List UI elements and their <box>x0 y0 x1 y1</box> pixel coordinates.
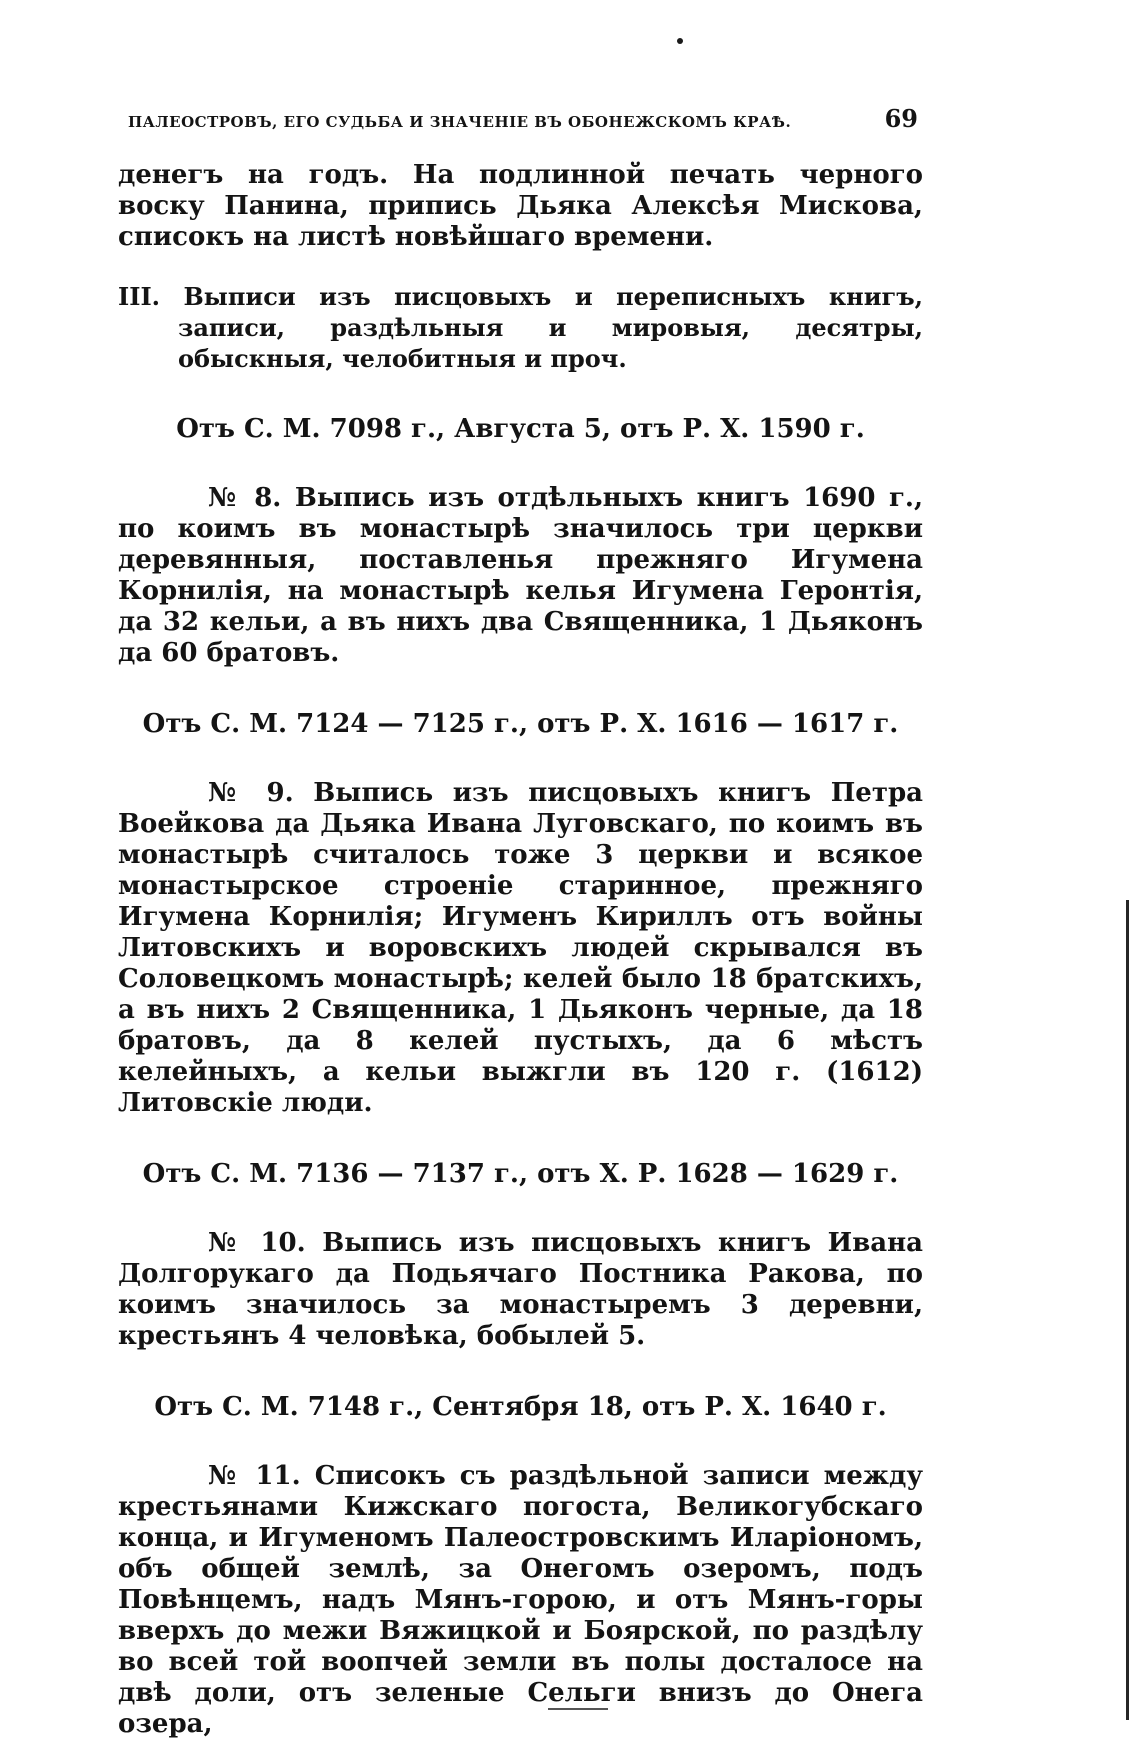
printer-dot <box>677 38 683 44</box>
document-entry-8: № 8. Выпись изъ отдѣльныхъ книгъ 1690 г., по коимъ въ монастырѣ значилось три церкви деревянныя, поставленья прежняго Игумена Корнилія, на монастырѣ келья Игумена Геронтія, да 32 кельи, а въ нихъ два Священника, 1 Дьяконъ да 60 братовъ. <box>118 483 923 668</box>
paragraph-continuation: денегъ на годъ. На подлинной печать черного воску Панина, припись Дьяка Алексѣя Мискова, списокъ на листѣ новѣйшаго времени. <box>118 160 923 252</box>
running-title: ПАЛЕОСТРОВЪ, ЕГО СУДЬБА И ЗНАЧЕНІЕ ВЪ ОБОНЕЖСКОМЪ КРАѢ. <box>128 113 792 131</box>
page-body <box>118 160 923 1740</box>
bottom-scan-mark <box>548 1708 608 1710</box>
date-heading-10: Отъ С. М. 7136 — 7137 г., отъ Х. Р. 1628 — 1629 г. <box>142 1159 899 1189</box>
section-heading: III. Выписи изъ писцовыхъ и переписныхъ книгъ, записи, раздѣльныя и мировыя, десятры, обыскныя, челобитныя и проч. <box>118 282 923 373</box>
date-heading-8: Отъ С. М. 7098 г., Августа 5, отъ Р. Х. 1590 г. <box>176 414 865 444</box>
page-number: 69 <box>884 104 918 133</box>
page-edge-shadow <box>1126 900 1129 1720</box>
document-entry-9: № 9. Выпись изъ писцовыхъ книгъ Петра Воейкова да Дьяка Ивана Луговскаго, по коимъ въ монастырѣ считалось тоже 3 церкви и всякое монастырское строеніе старинное, прежняго Игумена Корнилія; Игуменъ Кириллъ отъ войны Литовскихъ и воровскихъ людей скрывался въ Соловецкомъ монастырѣ; келей было 18 братскихъ, а въ нихъ 2 Священника, 1 Дьяконъ черные, да 18 братовъ, да 8 келей пустыхъ, да 6 мѣстъ келейныхъ, а кельи выжгли въ 120 г. (1612) Литовскіе люди. <box>118 778 923 1118</box>
date-heading-11: Отъ С. М. 7148 г., Сентября 18, отъ Р. Х. 1640 г. <box>154 1392 887 1422</box>
document-entry-10: № 10. Выпись изъ писцовыхъ книгъ Ивана Долгорукаго да Подьячаго Постника Ракова, по коимъ значилось за монастыремъ 3 деревни, крестьянъ 4 человѣка, бобылей 5. <box>118 1228 923 1351</box>
document-entry-11: № 11. Списокъ съ раздѣльной записи между крестьянами Кижскаго погоста, Великогубскаго конца, и Игуменомъ Палеостровскимъ Иларіономъ, объ общей землѣ, за Онегомъ озеромъ, подъ Повѣнцемъ, надъ Мянъ-горою, и отъ Мянъ-горы вверхъ до межи Вяжицкой и Боярской, по раздѣлу во всей той воопчей земли въ полы досталосе на двѣ доли, отъ зеленые Сельги внизъ до Онега озера, <box>118 1461 923 1739</box>
running-header <box>128 104 918 133</box>
date-heading-9: Отъ С. М. 7124 — 7125 г., отъ Р. Х. 1616 — 1617 г. <box>142 709 899 739</box>
